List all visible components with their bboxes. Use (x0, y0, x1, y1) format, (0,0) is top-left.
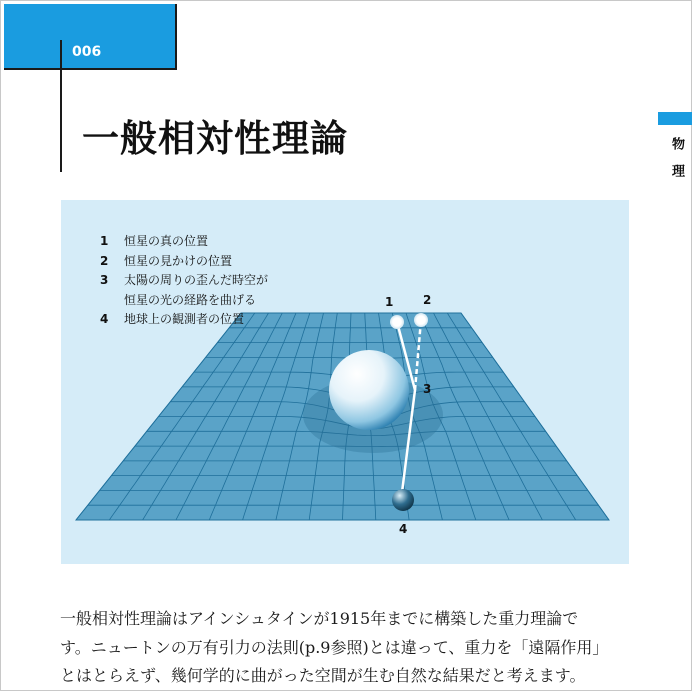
marker-2: 2 (423, 293, 432, 307)
body-line: 一般相対性理論はアインシュタインが1915年までに構築した重力理論で (60, 609, 579, 628)
sun-sphere (329, 350, 409, 430)
marker-3: 3 (423, 382, 432, 396)
page-title: 一般相対性理論 (82, 117, 348, 160)
legend-number: 4 (100, 312, 109, 326)
legend-item (100, 310, 268, 330)
marker-1: 1 (385, 295, 394, 309)
body-text (60, 605, 640, 691)
title-rule (60, 40, 62, 172)
figure-legend (100, 232, 268, 330)
legend-text: 恒星の見かけの位置 (124, 253, 233, 268)
legend-item (100, 232, 268, 252)
legend-item (100, 252, 268, 272)
body-line: す。ニュートンの万有引力の法則(p.9参照)とは違って、重力を「遠隔作用」 (60, 637, 609, 657)
legend-number (100, 291, 124, 311)
marker-4: 4 (399, 522, 408, 536)
legend-number: 3 (100, 273, 109, 287)
legend-text: 恒星の光の経路を曲げる (124, 292, 257, 307)
body-line: とはとらえず、幾何学的に曲がった空間が生む自然な結果だと考えます。 (60, 666, 586, 685)
category-tab-label: 物理 (669, 137, 684, 191)
true-star-position (390, 315, 404, 329)
legend-text: 太陽の周りの歪んだ時空が (124, 273, 269, 287)
section-number-box (4, 4, 177, 70)
earth-observer (392, 489, 414, 511)
category-tab-bar (658, 112, 692, 125)
legend-item (100, 291, 268, 311)
legend-number: 1 (100, 234, 109, 248)
legend-number: 2 (100, 253, 109, 268)
legend-item (100, 271, 268, 291)
legend-text: 恒星の真の位置 (124, 234, 209, 248)
legend-text: 地球上の観測者の位置 (124, 312, 245, 326)
section-number: 006 (72, 44, 102, 60)
apparent-star-position (414, 313, 428, 327)
